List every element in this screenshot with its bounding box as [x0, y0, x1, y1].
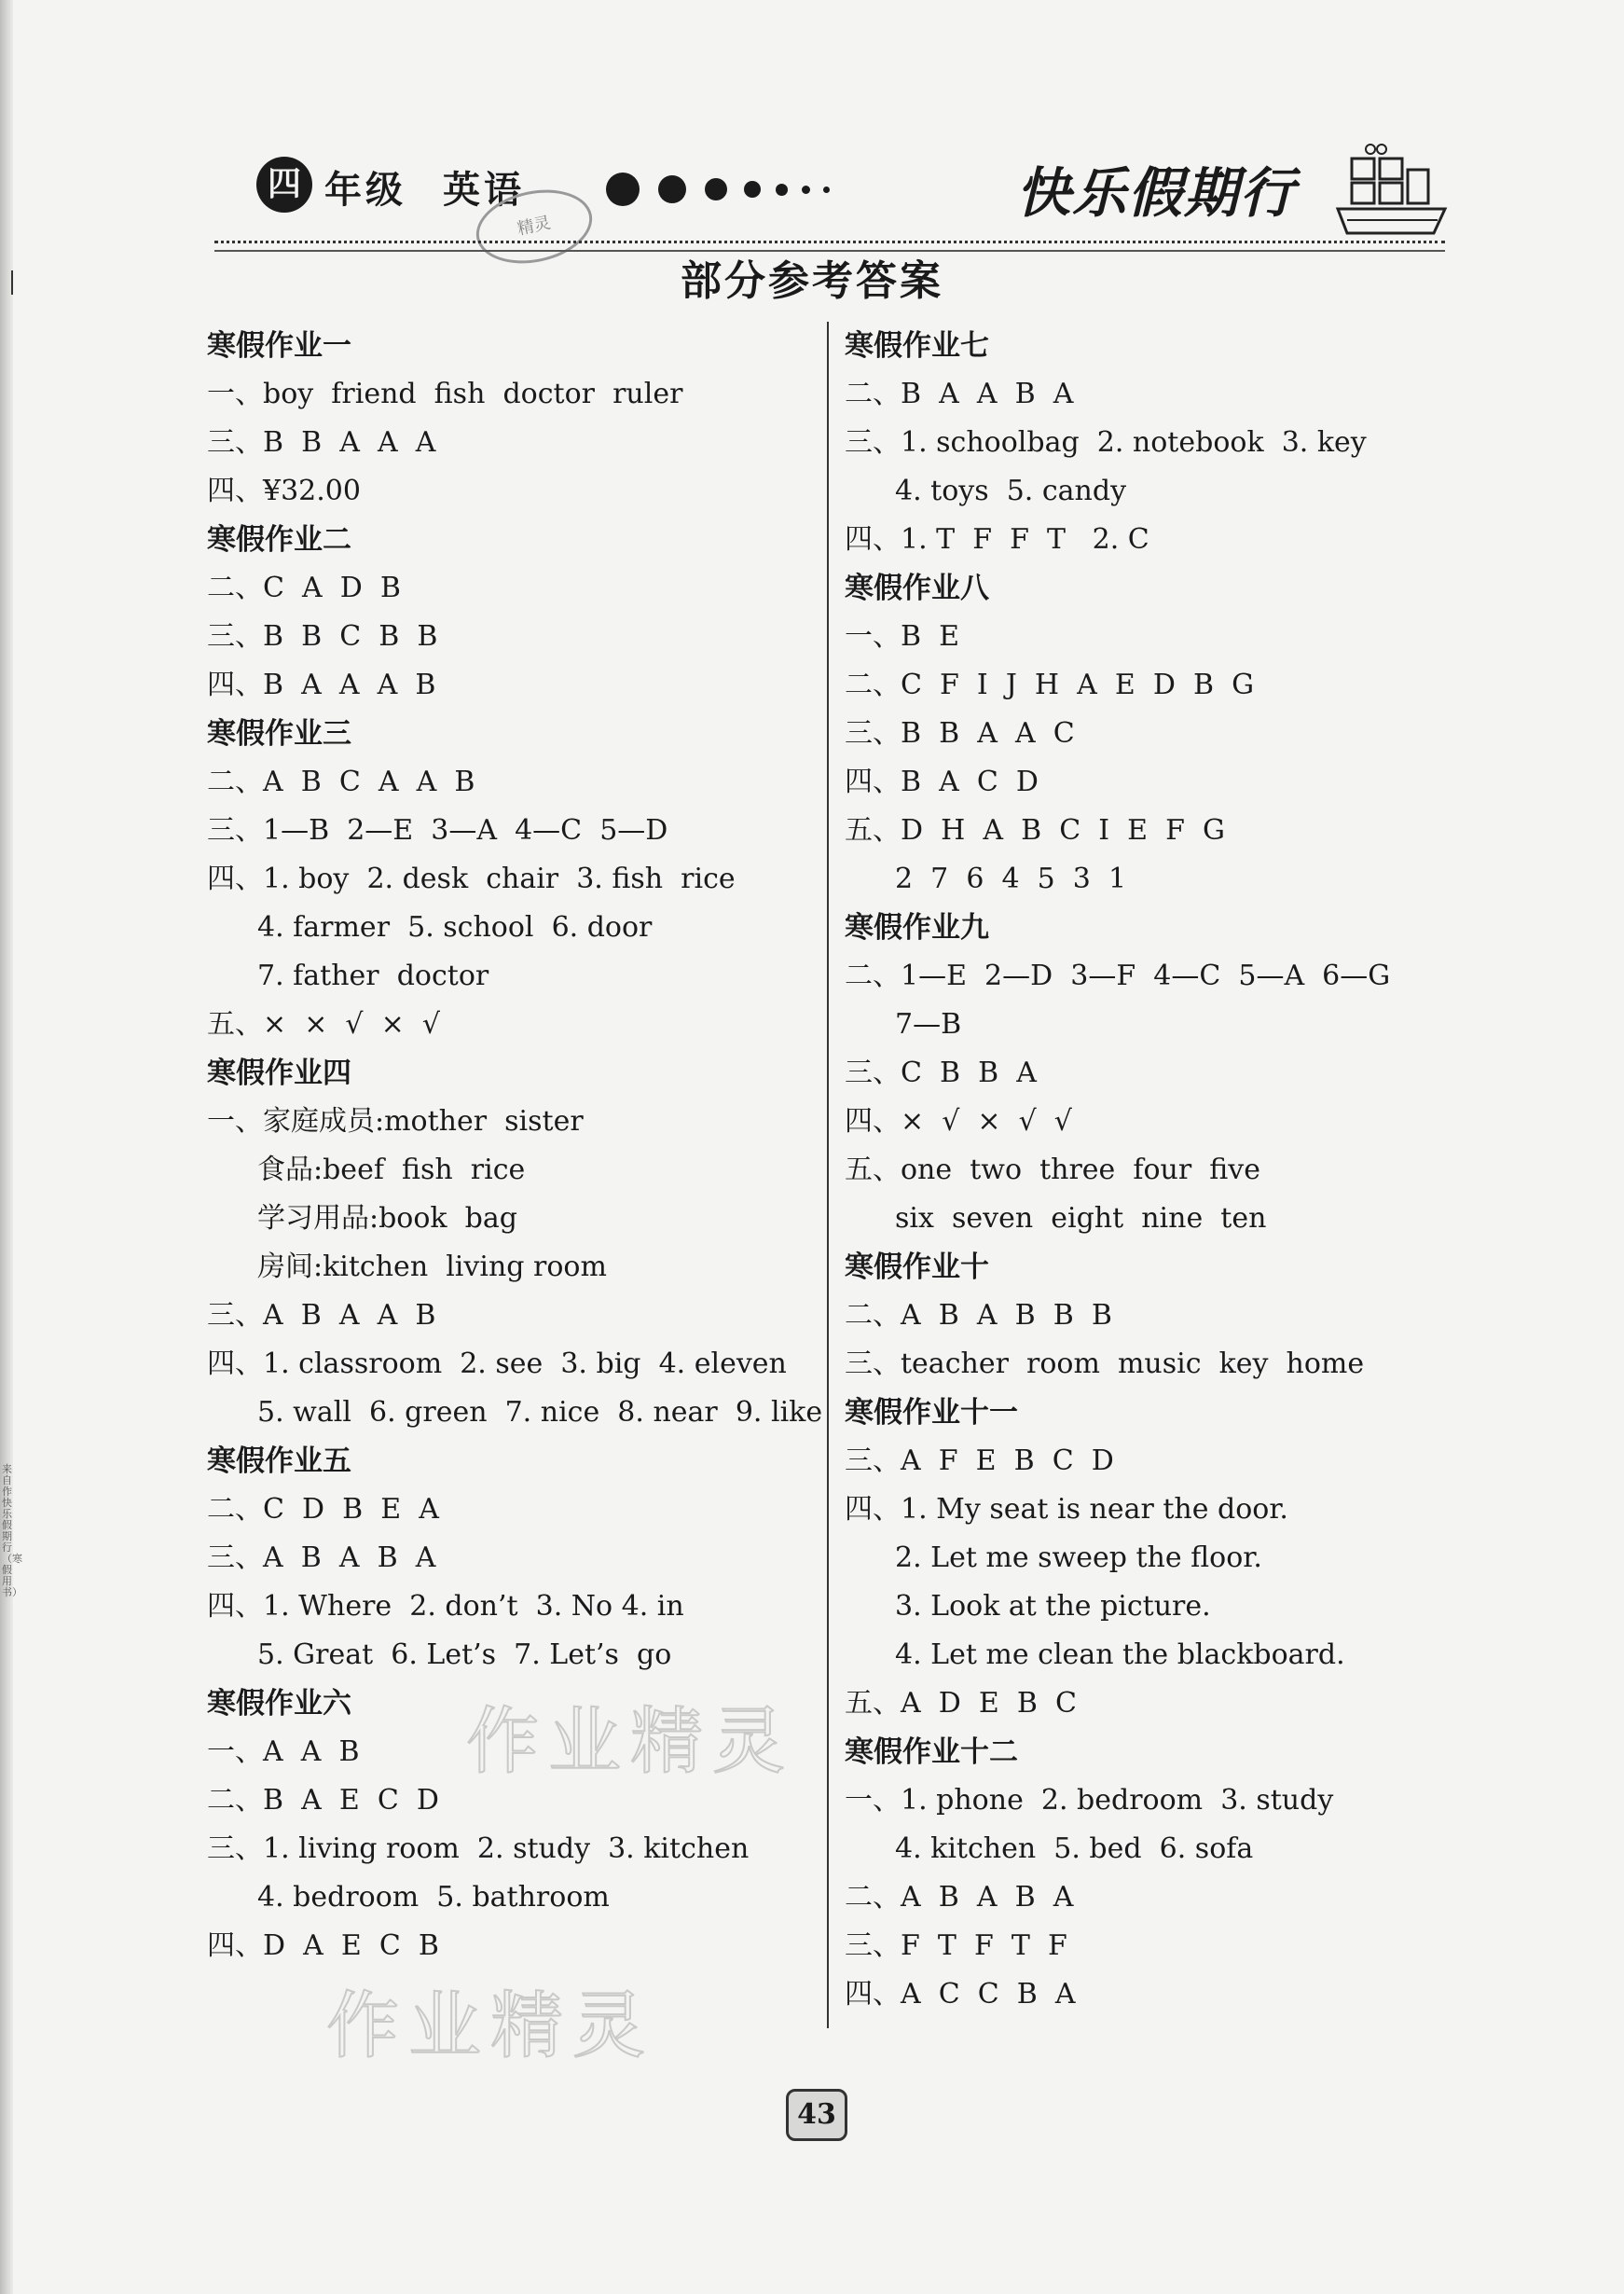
answer-line: 四、B A C D	[845, 766, 1039, 798]
page-number: 43	[786, 2089, 847, 2141]
answer-line: 2 7 6 4 5 3 1	[895, 863, 1127, 895]
answer-line: 一、boy friend fish doctor ruler	[207, 378, 683, 410]
answer-line: 4. bedroom 5. bathroom	[257, 1881, 610, 1914]
answer-line: 3. Look at the picture.	[895, 1590, 1211, 1623]
answer-line: 二、B A E C D	[207, 1784, 439, 1817]
answer-line: 四、1. Where 2. don’t 3. No 4. in	[207, 1590, 684, 1623]
answer-line: 四、1. classroom 2. see 3. big 4. eleven	[207, 1347, 787, 1380]
right-column	[845, 322, 1451, 2019]
answer-line: 房间:kitchen living room	[257, 1251, 607, 1283]
answer-line: 二、A B C A A B	[207, 766, 475, 798]
answer-line: 五、one two three four five	[845, 1154, 1260, 1186]
watermark: 作业精灵	[466, 1700, 795, 1784]
stamp: 精灵	[469, 180, 599, 274]
series-title: 快乐假期行	[1016, 161, 1297, 225]
answer-line: 三、A B A A B	[207, 1299, 436, 1332]
column-divider	[827, 322, 829, 2028]
answer-line: 二、C A D B	[207, 572, 401, 604]
answer-line: 4. Let me clean the blackboard.	[895, 1638, 1345, 1671]
answer-line: 三、teacher room music key home	[845, 1347, 1365, 1380]
answer-line: 四、D A E C B	[207, 1929, 439, 1962]
page-title: 部分参考答案	[681, 257, 943, 305]
answer-line: 三、1—B 2—E 3—A 4—C 5—D	[207, 814, 668, 847]
answer-line: 2. Let me sweep the floor.	[895, 1541, 1262, 1574]
answer-line: 三、B B C B B	[207, 620, 438, 653]
answer-line: 4. toys 5. candy	[895, 475, 1127, 507]
answer-line: 5. Great 6. Let’s 7. Let’s go	[257, 1638, 672, 1671]
answer-line: 四、1. boy 2. desk chair 3. fish rice	[207, 863, 736, 895]
answer-line: 四、1. T F F T 2. C	[845, 523, 1149, 556]
answer-line: 7—B	[895, 1008, 962, 1041]
section-heading: 寒假作业九	[845, 911, 989, 945]
binding-edge	[0, 0, 22, 2294]
answer-line: 二、A B A B A	[845, 1881, 1074, 1914]
answer-line: 二、C F I J H A E D B G	[845, 669, 1255, 701]
answer-line: 五、D H A B C I E F G	[845, 814, 1225, 847]
subject-label: 英语	[443, 169, 525, 212]
answer-line: 二、1—E 2—D 3—F 4—C 5—A 6—G	[845, 960, 1391, 992]
answer-line: 三、B B A A A	[207, 426, 436, 459]
answer-line: 三、B B A A C	[845, 717, 1075, 750]
answer-line: 三、1. living room 2. study 3. kitchen	[207, 1832, 750, 1865]
answer-line: 二、B A A B A	[845, 378, 1074, 410]
answer-line: 四、× √ × √ √	[845, 1105, 1072, 1138]
section-heading: 寒假作业十一	[845, 1396, 1018, 1430]
answer-line: 7. father doctor	[257, 960, 489, 992]
answer-line: 5. wall 6. green 7. nice 8. near 9. like	[257, 1396, 823, 1429]
answer-line: 三、C B B A	[845, 1057, 1037, 1089]
section-heading: 寒假作业八	[845, 572, 989, 605]
answer-line: 四、¥32.00	[207, 475, 361, 507]
answer-line: 四、A C C B A	[845, 1978, 1076, 2011]
section-heading: 寒假作业一	[207, 329, 351, 363]
answer-line: 一、家庭成员:mother sister	[207, 1105, 584, 1138]
watermark: 作业精灵	[326, 1984, 655, 2068]
answer-line: 三、F T F T F	[845, 1929, 1067, 1962]
section-heading: 寒假作业二	[207, 523, 351, 557]
grade-badge: 四	[256, 157, 312, 213]
decorative-dots	[606, 173, 848, 210]
spine-text: 来自作快乐假期行（寒假用书）	[2, 1463, 22, 1598]
answer-line: 四、1. My seat is near the door.	[845, 1493, 1288, 1526]
section-heading: 寒假作业五	[207, 1444, 351, 1478]
answer-line: 4. kitchen 5. bed 6. sofa	[895, 1832, 1254, 1865]
answer-line: 一、B E	[845, 620, 960, 653]
answer-line: 三、A F E B C D	[845, 1444, 1114, 1477]
answer-line: 学习用品:book bag	[257, 1202, 517, 1235]
answer-line: 五、A D E B C	[845, 1687, 1077, 1720]
answer-line: 4. farmer 5. school 6. door	[257, 911, 653, 944]
grade-label: 年级	[324, 169, 406, 212]
answer-line: six seven eight nine ten	[895, 1202, 1267, 1235]
answer-line: 五、× × √ × √	[207, 1008, 440, 1041]
section-heading: 寒假作业十二	[845, 1735, 1018, 1769]
answer-line: 二、A B A B B B	[845, 1299, 1112, 1332]
answer-line: 食品:beef fish rice	[257, 1154, 526, 1186]
section-heading: 寒假作业十	[845, 1251, 989, 1284]
ship-icon	[1333, 140, 1454, 242]
answer-line: 四、B A A A B	[207, 669, 436, 701]
answer-line: 一、1. phone 2. bedroom 3. study	[845, 1784, 1334, 1817]
answer-line: 一、A A B	[207, 1735, 360, 1768]
answer-line: 二、C D B E A	[207, 1493, 439, 1526]
section-heading: 寒假作业三	[207, 717, 351, 751]
answer-line: 三、A B A B A	[207, 1541, 436, 1574]
section-heading: 寒假作业七	[845, 329, 989, 363]
section-heading: 寒假作业四	[207, 1057, 351, 1090]
answer-line: 三、1. schoolbag 2. notebook 3. key	[845, 426, 1367, 459]
section-heading: 寒假作业六	[207, 1687, 351, 1720]
